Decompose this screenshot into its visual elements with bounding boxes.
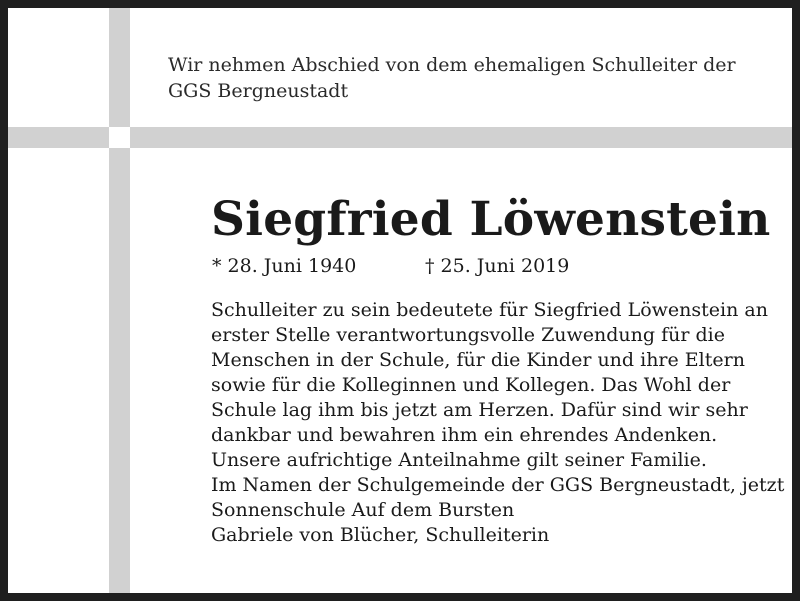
farewell-header-line: Wir nehmen Abschied von dem ehemaligen Schulleiter der <box>168 54 736 76</box>
cross-center-gap <box>109 127 130 148</box>
farewell-header-line: GGS Bergneustadt <box>168 80 349 102</box>
tribute-line: Sonnenschule Auf dem Bursten <box>211 499 515 521</box>
tribute-line: Im Namen der Schulgemeinde der GGS Bergneustadt, jetzt <box>211 474 785 496</box>
signature-line: Gabriele von Blücher, Schulleiterin <box>211 524 550 546</box>
tribute-line: Schulleiter zu sein bedeutete für Siegfried Löwenstein an <box>211 299 768 321</box>
death-date: † 25. Juni 2019 <box>425 255 570 277</box>
tribute-line: Menschen in der Schule, für die Kinder und ihre Eltern <box>211 349 745 371</box>
tribute-line: erster Stelle verantwortungsvolle Zuwendung für die <box>211 324 725 346</box>
life-dates <box>212 253 772 279</box>
tribute-line: Unsere aufrichtige Anteilnahme gilt seiner Familie. <box>211 449 707 471</box>
tribute-line: dankbar und bewahren ihm ein ehrendes Andenken. <box>211 424 718 446</box>
farewell-header <box>168 52 768 104</box>
deceased-name: Siegfried Löwenstein <box>211 192 771 247</box>
tribute-line: Schule lag ihm bis jetzt am Herzen. Dafür sind wir sehr <box>211 399 748 421</box>
tribute-text <box>211 298 786 548</box>
birth-date: * 28. Juni 1940 <box>212 255 357 277</box>
cross-vertical-bar <box>109 8 130 593</box>
tribute-line: sowie für die Kolleginnen und Kollegen. Das Wohl der <box>211 374 731 396</box>
